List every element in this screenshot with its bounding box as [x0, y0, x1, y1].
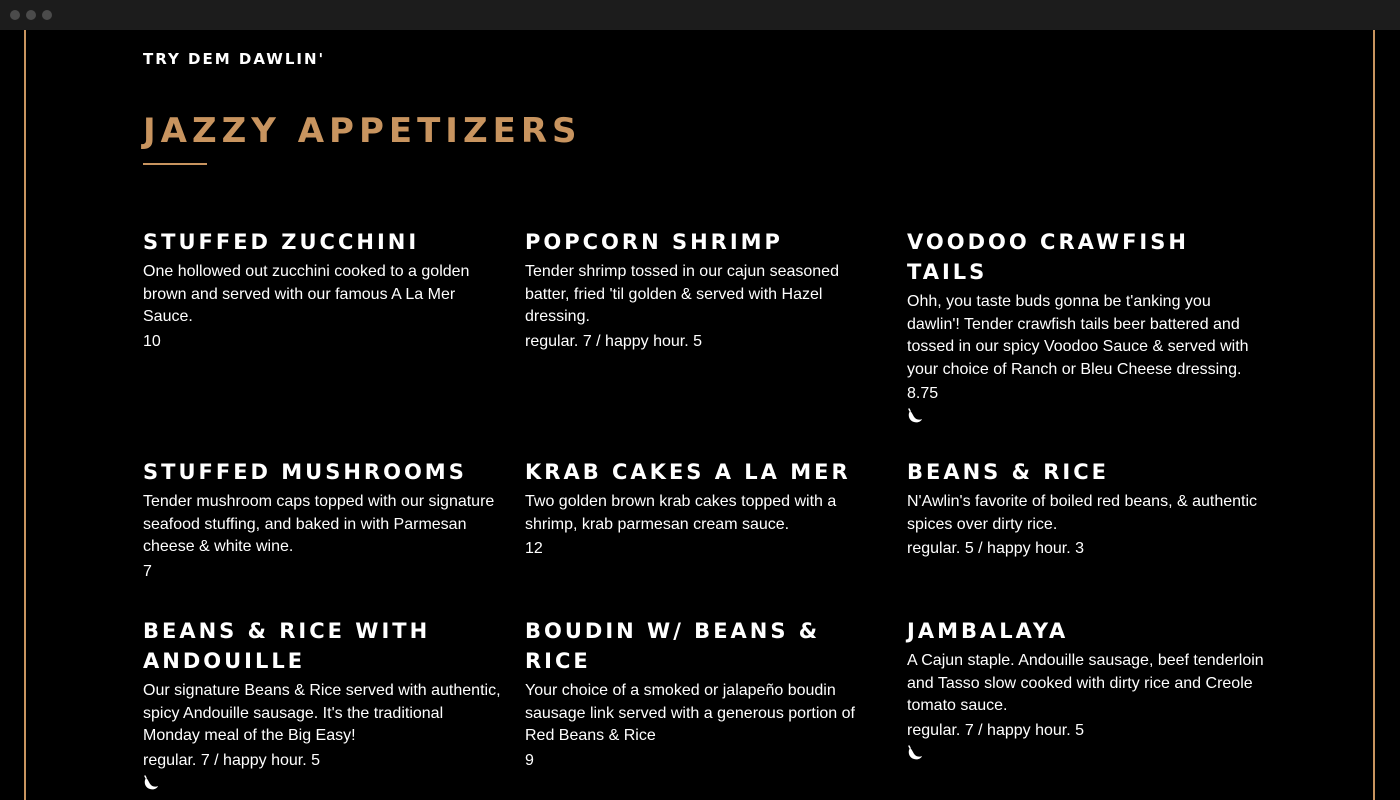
menu-item-description: Your choice of a smoked or jalapeño boudin sausage link served with a generous portion of Red Beans & Rice [525, 682, 855, 744]
chili-pepper-icon [907, 745, 923, 761]
menu-item-name: STUFFED ZUCCHINI [143, 230, 420, 254]
menu-item-name: BOUDIN W/ BEANS & RICE [525, 619, 821, 673]
window-zoom-dot[interactable] [42, 10, 52, 20]
menu-item-price: 8.75 [907, 385, 939, 402]
menu-item-price: 9 [525, 751, 534, 769]
menu-item-description: N'Awlin's favorite of boiled red beans, & authentic spices over dirty rice. [907, 493, 1258, 533]
menu-item-description: One hollowed out zucchini cooked to a golden brown and served with our famous A La Mer Sauce. [143, 263, 470, 325]
menu-item-description: Our signature Beans & Rice served with authentic, spicy Andouille sausage. It's the traditional Monday meal of the Big Easy! [143, 682, 501, 744]
menu-item-name: BEANS & RICE [907, 460, 1109, 484]
menu-item-boudin-beans-rice [525, 616, 885, 772]
menu-item-jambalaya [907, 616, 1267, 761]
window-minimize-dot[interactable] [26, 10, 36, 20]
menu-item-description: A Cajun staple. Andouille sausage, beef tenderloin and Tasso slow cooked with dirty rice and Creole tomato sauce. [907, 652, 1264, 714]
menu-item-description: Two golden brown krab cakes topped with a shrimp, krab parmesan cream sauce. [525, 493, 837, 533]
chili-pepper-icon [143, 775, 159, 791]
menu-item-popcorn-shrimp [525, 227, 885, 353]
menu-item-stuffed-zucchini [143, 227, 503, 353]
menu-item-price: regular. 5 / happy hour. 3 [907, 540, 1085, 557]
menu-item-name: JAMBALAYA [907, 619, 1069, 643]
menu-item-stuffed-mushrooms [143, 457, 503, 583]
window-titlebar [0, 0, 1400, 30]
menu-item-voodoo-crawfish-tails [907, 227, 1267, 424]
left-border-line [24, 30, 26, 800]
menu-page [0, 30, 1400, 800]
menu-item-name: STUFFED MUSHROOMS [143, 460, 467, 484]
menu-item-price: 12 [525, 540, 543, 557]
menu-item-price: 10 [143, 332, 161, 350]
menu-item-krab-cakes [525, 457, 885, 560]
menu-item-description: Tender shrimp tossed in our cajun seasoned batter, fried 'til golden & served with Hazel dressing. [525, 263, 839, 325]
window-close-dot[interactable] [10, 10, 20, 20]
menu-item-name: POPCORN SHRIMP [525, 230, 783, 254]
chili-pepper-icon [907, 408, 923, 424]
menu-item-description: Tender mushroom caps topped with our signature seafood stuffing, and baked in with Parmesan cheese & white wine. [143, 493, 495, 555]
menu-item-beans-rice-andouille [143, 616, 503, 791]
menu-item-name: BEANS & RICE WITH ANDOUILLE [143, 619, 431, 673]
menu-item-price: regular. 7 / happy hour. 5 [143, 751, 321, 769]
section-kicker: TRY DEM DAWLIN' [143, 50, 326, 68]
menu-item-price: regular. 7 / happy hour. 5 [525, 332, 703, 350]
menu-item-name: KRAB CAKES A LA MER [525, 460, 851, 484]
section-heading: JAZZY APPETIZERS [143, 110, 582, 151]
right-border-line [1373, 30, 1375, 800]
menu-item-beans-rice [907, 457, 1267, 560]
menu-item-price: regular. 7 / happy hour. 5 [907, 721, 1085, 739]
menu-item-name: VOODOO CRAWFISH TAILS [907, 230, 1189, 284]
heading-underline [143, 163, 207, 165]
menu-item-description: Ohh, you taste buds gonna be t'anking you dawlin'! Tender crawfish tails beer battered and tossed in our spicy Voodoo Sauce & served with your choice of Ranch or Bleu Cheese dressing. [907, 293, 1249, 378]
menu-item-price: 7 [143, 562, 152, 580]
